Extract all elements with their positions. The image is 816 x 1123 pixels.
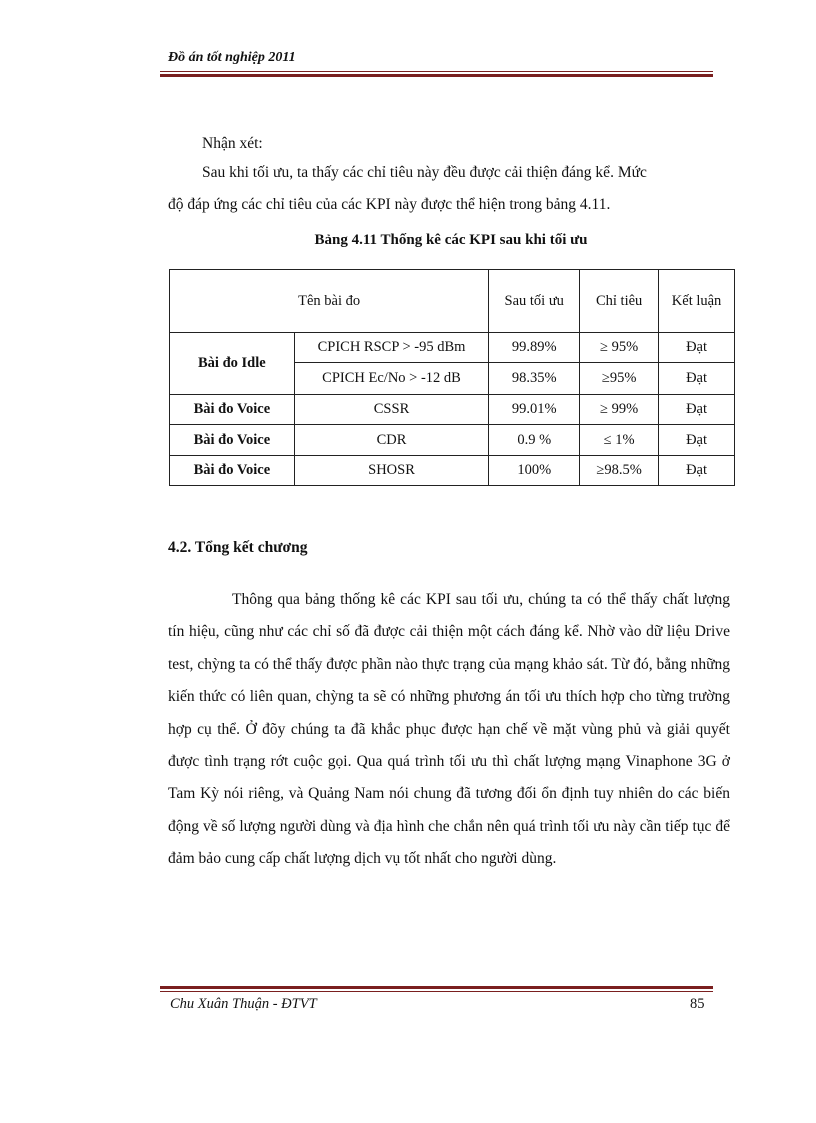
- row-metric: CPICH Ec/No > -12 dB: [294, 363, 489, 395]
- row-group: Bài đo Voice: [170, 456, 295, 486]
- table-caption: Bảng 4.11 Thống kê các KPI sau khi tối ưu: [314, 232, 588, 248]
- page-number: 85: [690, 996, 705, 1012]
- table-row: [170, 456, 735, 486]
- row-result: Đạt: [659, 395, 735, 425]
- table-row: [170, 395, 735, 425]
- header-name: Tên bài đo: [170, 270, 489, 333]
- row-after: 100%: [489, 456, 580, 486]
- kpi-table: [169, 269, 735, 486]
- header-after: Sau tối ưu: [489, 270, 580, 333]
- row-target: ≥98.5%: [580, 456, 659, 486]
- table-row: [170, 333, 735, 363]
- header-rule-thick: [160, 74, 713, 77]
- header-result: Kết luận: [659, 270, 735, 333]
- header-rule-thin: [160, 71, 713, 72]
- row-target: ≥ 99%: [580, 395, 659, 425]
- row-metric: CPICH RSCP > -95 dBm: [294, 333, 489, 363]
- table-header-row: [170, 270, 735, 333]
- row-result: Đạt: [659, 333, 735, 363]
- header-target: Chỉ tiêu: [580, 270, 659, 333]
- row-group: Bài đo Idle: [170, 333, 295, 395]
- row-metric: SHOSR: [294, 456, 489, 486]
- row-target: ≤ 1%: [580, 425, 659, 456]
- remark-label: Nhận xét:: [202, 135, 263, 152]
- row-metric: CDR: [294, 425, 489, 456]
- row-after: 99.89%: [489, 333, 580, 363]
- row-after: 0.9 %: [489, 425, 580, 456]
- footer-rule-thin: [160, 991, 713, 992]
- table-row: [170, 425, 735, 456]
- section-body: Thông qua bảng thống kê các KPI sau tối ưu, chúng ta có thể thấy chất lượng tín hiệu, cũng như các chỉ số đã được cải thiện một cách đáng kể. Nhờ vào dữ liệu Drive test, chỳng ta có thể thấy được phần nào thực trạng của mạng khảo sát. Từ đó, bằng những kiến thức có liên quan, chỳng ta sẽ có những phương án tối ưu thích hợp cho từng trường hợp cụ thể. Ở đõy chúng ta đã khắc phục được hạn chế về mặt vùng phủ và giải quyết được tình trạng rớt cuộc gọi. Qua quá trình tối ưu thì chất lượng mạng Vinaphone 3G ở Tam Kỳ nói riêng, và Quảng Nam nói chung đã tương đối ổn định tuy nhiên do các biến động về số lượng người dùng và địa hình che chắn nên quá trình tối ưu này cần tiếp tục để đảm bảo cung cấp chất lượng dịch vụ tốt nhất cho người dùng.: [168, 591, 730, 868]
- intro-line-2: độ đáp ứng các chỉ tiêu của các KPI này được thể hiện trong bảng 4.11.: [168, 196, 611, 213]
- header-title: Đồ án tốt nghiệp 2011: [168, 50, 296, 65]
- section-title: 4.2. Tổng kết chương: [168, 539, 308, 556]
- row-result: Đạt: [659, 363, 735, 395]
- row-group: Bài đo Voice: [170, 395, 295, 425]
- row-after: 99.01%: [489, 395, 580, 425]
- row-result: Đạt: [659, 425, 735, 456]
- row-group: Bài đo Voice: [170, 425, 295, 456]
- row-result: Đạt: [659, 456, 735, 486]
- row-after: 98.35%: [489, 363, 580, 395]
- row-target: ≥95%: [580, 363, 659, 395]
- footer-rule-thick: [160, 986, 713, 989]
- row-target: ≥ 95%: [580, 333, 659, 363]
- row-metric: CSSR: [294, 395, 489, 425]
- footer-author: Chu Xuân Thuận - ĐTVT: [170, 996, 317, 1012]
- intro-line-1: Sau khi tối ưu, ta thấy các chỉ tiêu này đều được cải thiện đáng kể. Mức: [202, 164, 647, 181]
